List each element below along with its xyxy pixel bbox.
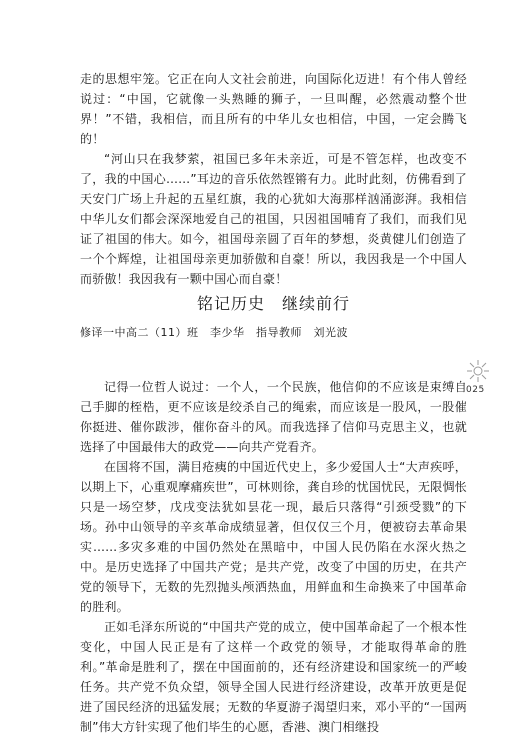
page-number: 025 [466, 385, 485, 395]
article-paragraph: 在国将不国，满目疮痍的中国近代史上，多少爱国人士“大声疾呼，以期上下，心重观摩痛疾世”，可林则徐，龚自珍的忧国忧民，无限惆怅只是一场空梦，戊戌变法犹如昙花一现，最后只落得“引颈受戮”的下场。孙中山领导的辛亥革命成绩显著，但仅仅三个月，便被窃去革命果实……多灾多难的中国仍然处在黑暗中，中国人民仍陷在水深火热之中。是历史选择了中国共产党；是共产党，改变了中国的历史，在共产党的领导下，无数的先烈抛头颅洒热血，用鲜血和生命换来了中国革命的胜利。 [80, 460, 467, 614]
essay-closing-paragraph: “河山只在我梦萦，祖国已多年未亲近，可是不管怎样，也改变不了，我的中国心……”耳边的音乐依然铿锵有力。此时此刻，仿佛看到了天安门广场上升起的五星红旗，我的心犹如大海那样汹涌澎湃。我相信中华儿女们都会深深地爱自己的祖国，只因祖国哺育了我们，而我们见证了祖国的伟大。如今，祖国母亲圆了百年的梦想，炎黄健儿们创造了一个个辉煌，让祖国母亲更加骄傲和自豪！所以，我因我是一个中国人而骄傲！我因我有一颗中国心而自豪！ [80, 152, 467, 286]
article-paragraph: 记得一位哲人说过：一个人，一个民族，他信仰的不应该是束缚自己手脚的桎梏，更不应该是绞杀自己的绳索，而应该是一股风，一股催你挺进、催你跋涉，催你奋斗的风。而我选择了信仰马克思主义，也就选择了中国最伟大的政党——向共产党看齐。 [80, 380, 467, 454]
article-body [80, 377, 467, 737]
article-paragraph: 正如毛泽东所说的“中国共产党的成立，使中国革命起了一个根本性变化，中国人民正是有了这样一个政党的领导，才能取得革命的胜利。”革命是胜利了，摆在中国面前的，还有经济建设和国家统一的严峻任务。共产党不负众望，领导全国人民进行经济建设，改革开放更是促进了国民经济的迅猛发展；无数的华夏游子渴望归来，邓小平的“一国两制”伟大方针实现了他们毕生的心愿，香港、澳门相继投 [80, 620, 467, 734]
article-title: 铭记历史 继续前行 [196, 294, 350, 313]
starburst-ornament-icon [466, 359, 490, 383]
continued-essay-section [80, 69, 467, 289]
continued-paragraph: 走的思想牢笼。它正在向人文社会前进，向国际化迈进！有个伟人曾经说过：“中国，它就像一头熟睡的狮子，一旦叫醒，必然震动整个世界！”不错，我相信，而且所有的中华儿女也相信，中国，一定会腾飞的！ [80, 72, 467, 146]
article-byline: 修译一中高二（11）班 李少华 指导教师 刘光波 [80, 326, 348, 339]
